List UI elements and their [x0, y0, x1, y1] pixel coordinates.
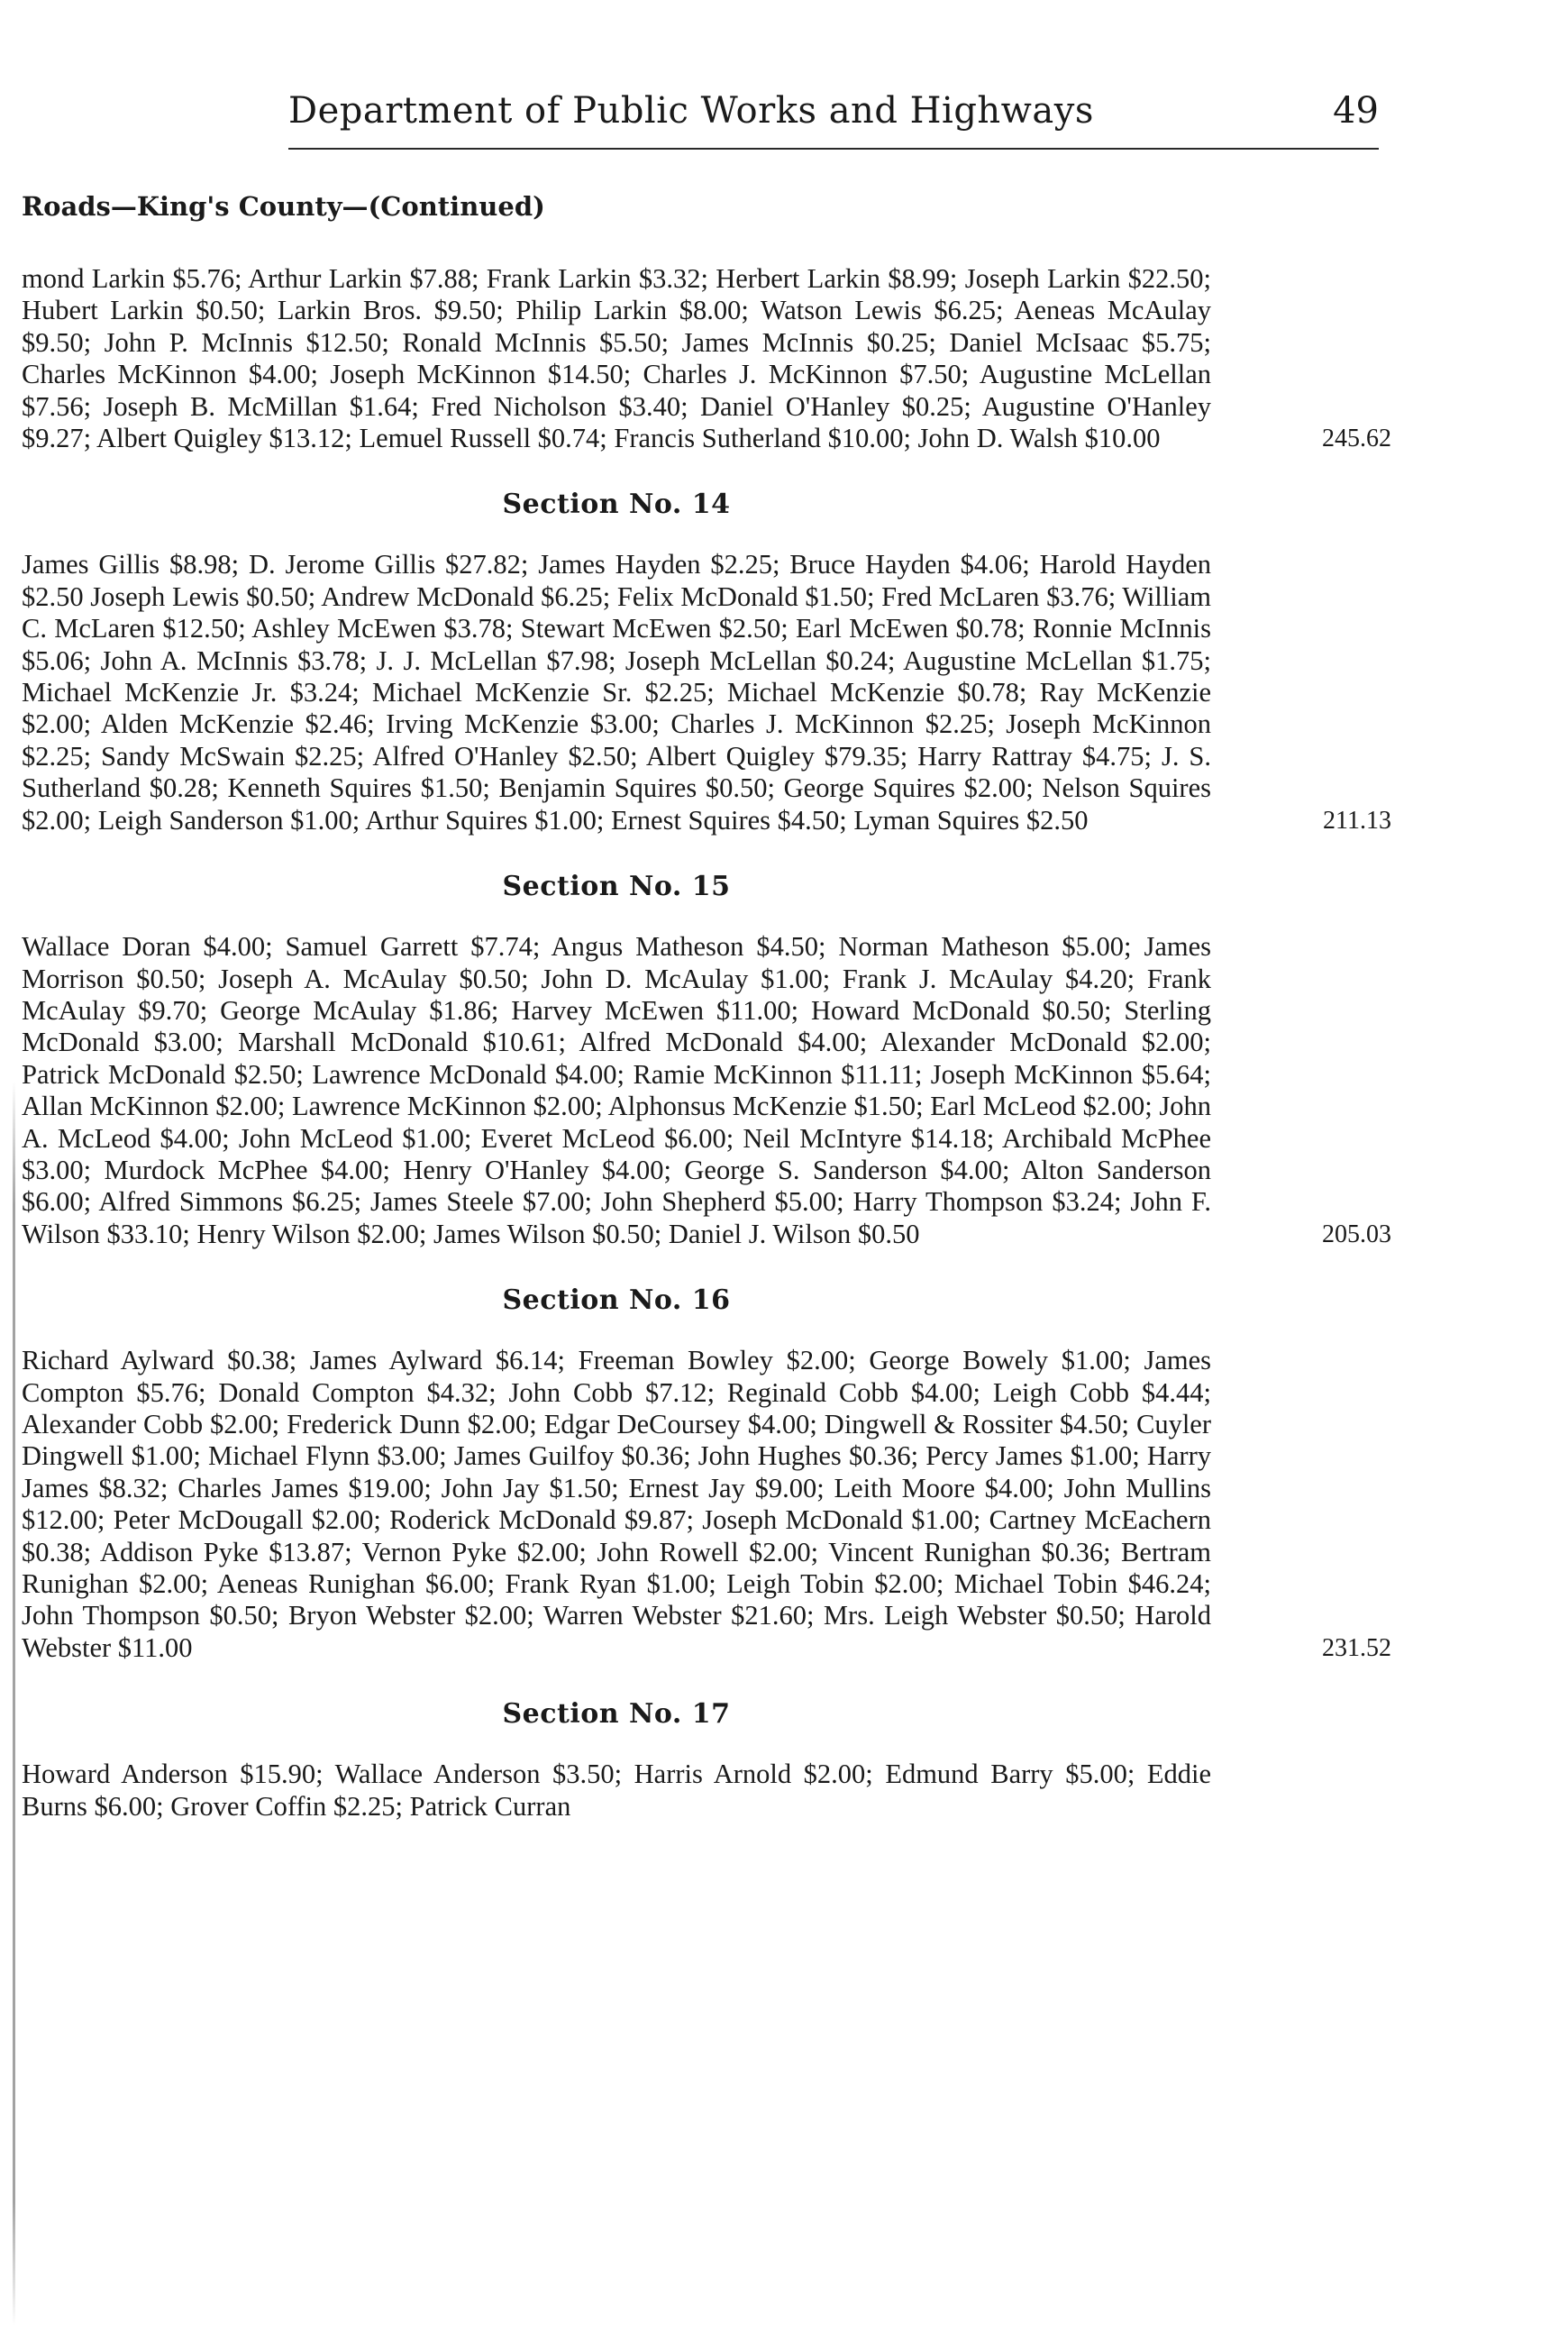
- section-16-entry: [22, 1345, 1391, 1664]
- section-continued-entry: [22, 263, 1391, 454]
- header-rule: [288, 148, 1379, 150]
- section-total: 211.13: [1323, 806, 1391, 835]
- section-15-entry: [22, 931, 1391, 1250]
- section-14-entry: [22, 549, 1391, 836]
- scan-margin-line: [13, 1082, 15, 2325]
- payment-list: mond Larkin $5.76; Arthur Larkin $7.88; Frank Larkin $3.32; Herbert Larkin $8.99; Joseph Larkin $22.50; Hubert Larkin $0.50; Larkin Bros. $9.50; Philip Larkin $8.00; Watson Lewis $6.25; Aeneas McAulay $9.50; John P. McInnis $12.50; Ronald McInnis $5.50; James McInnis $0.25; Daniel McIsaac $5.75; Charles McKinnon $4.00; Joseph McKinnon $14.50; Charles J. McKinnon $7.50; Augustine McLellan $7.56; Joseph B. McMillan $1.64; Fred Nicholson $3.40; Daniel O'Hanley $0.25; Augustine O'Hanley $9.27; Albert Quigley $13.12; Lemuel Russell $0.74; Francis Sutherland $10.00; John D. Walsh $10.00: [22, 263, 1211, 454]
- payment-list: Richard Aylward $0.38; James Aylward $6.14; Freeman Bowley $2.00; George Bowely $1.00; James Compton $5.76; Donald Compton $4.32; John Cobb $7.12; Reginald Cobb $4.00; Leigh Cobb $4.44; Alexander Cobb $2.00; Frederick Dunn $2.00; Edgar DeCoursey $4.00; Dingwell & Rossiter $4.50; Cuyler Dingwell $1.00; Michael Flynn $3.00; James Guilfoy $0.36; John Hughes $0.36; Percy James $1.00; Harry James $8.32; Charles James $19.00; John Jay $1.50; Ernest Jay $9.00; Leith Moore $4.00; John Mullins $12.00; Peter McDougall $2.00; Roderick McDonald $9.87; Joseph McDonald $1.00; Cartney McEachern $0.38; Addison Pyke $13.87; Vernon Pyke $2.00; John Rowell $2.00; Vincent Runighan $0.36; Bertram Runighan $2.00; Aeneas Runighan $6.00; Frank Ryan $1.00; Leigh Tobin $2.00; Michael Tobin $46.24; John Thompson $0.50; Bryon Webster $2.00; Warren Webster $21.60; Mrs. Leigh Webster $0.50; Harold Webster $11.00: [22, 1345, 1211, 1663]
- section-total: 205.03: [1322, 1220, 1391, 1248]
- section-total: 231.52: [1322, 1633, 1391, 1662]
- page-content: [22, 191, 1391, 1823]
- section-heading-16: Section No. 16: [502, 1284, 731, 1317]
- payment-list: Wallace Doran $4.00; Samuel Garrett $7.74; Angus Matheson $4.50; Norman Matheson $5.00; James Morrison $0.50; Joseph A. McAulay $0.50; John D. McAulay $1.00; Frank J. McAulay $4.20; Frank McAulay $9.70; George McAulay $1.86; Harvey McEwen $11.00; Howard McDonald $0.50; Sterling McDonald $3.00; Marshall McDonald $10.61; Alfred McDonald $4.00; Alexander McDonald $2.00; Patrick McDonald $2.50; Lawrence McDonald $4.00; Ramie McKinnon $11.11; Joseph McKinnon $5.64; Allan McKinnon $2.00; Lawrence McKinnon $2.00; Alphonsus McKenzie $1.50; Earl McLeod $2.00; John A. McLeod $4.00; John McLeod $1.00; Everet McLeod $6.00; Neil McIntyre $14.18; Archibald McPhee $3.00; Murdock McPhee $4.00; Henry O'Hanley $4.00; George S. Sanderson $4.00; Alton Sanderson $6.00; Alfred Simmons $6.25; James Steele $7.00; John Shepherd $5.00; Harry Thompson $3.24; John F. Wilson $33.10; Henry Wilson $2.00; James Wilson $0.50; Daniel J. Wilson $0.50: [22, 931, 1211, 1249]
- payment-list: Howard Anderson $15.90; Wallace Anderson $3.50; Harris Arnold $2.00; Edmund Barry $5.00; Eddie Burns $6.00; Grover Coffin $2.25; Patrick Curran: [22, 1759, 1211, 1822]
- running-title: Department of Public Works and Highways: [288, 90, 1094, 132]
- section-total: 245.62: [1322, 425, 1391, 453]
- page-header: [270, 90, 1379, 144]
- page-number: 49: [1333, 90, 1379, 132]
- continued-heading: Roads—King's County—(Continued): [22, 191, 545, 222]
- section-heading-17: Section No. 17: [502, 1698, 731, 1731]
- payment-list: James Gillis $8.98; D. Jerome Gillis $27.82; James Hayden $2.25; Bruce Hayden $4.06; Harold Hayden $2.50 Joseph Lewis $0.50; Andrew McDonald $6.25; Felix McDonald $1.50; Fred McLaren $3.76; William C. McLaren $12.50; Ashley McEwen $3.78; Stewart McEwen $2.50; Earl McEwen $0.78; Ronnie McInnis $5.06; John A. McInnis $3.78; J. J. McLellan $7.98; Joseph McLellan $0.24; Augustine McLellan $1.75; Michael McKenzie Jr. $3.24; Michael McKenzie Sr. $2.25; Michael McKenzie $0.78; Ray McKenzie $2.00; Alden McKenzie $2.46; Irving McKenzie $3.00; Charles J. McKinnon $2.25; Joseph McKinnon $2.25; Sandy McSwain $2.25; Alfred O'Hanley $2.50; Albert Quigley $79.35; Harry Rattray $4.75; J. S. Sutherland $0.28; Kenneth Squires $1.50; Benjamin Squires $0.50; George Squires $2.00; Nelson Squires $2.00; Leigh Sanderson $1.00; Arthur Squires $1.00; Ernest Squires $4.50; Lyman Squires $2.50: [22, 549, 1211, 836]
- section-heading-14: Section No. 14: [502, 489, 731, 521]
- section-heading-15: Section No. 15: [502, 871, 731, 903]
- section-17-entry: [22, 1759, 1391, 1823]
